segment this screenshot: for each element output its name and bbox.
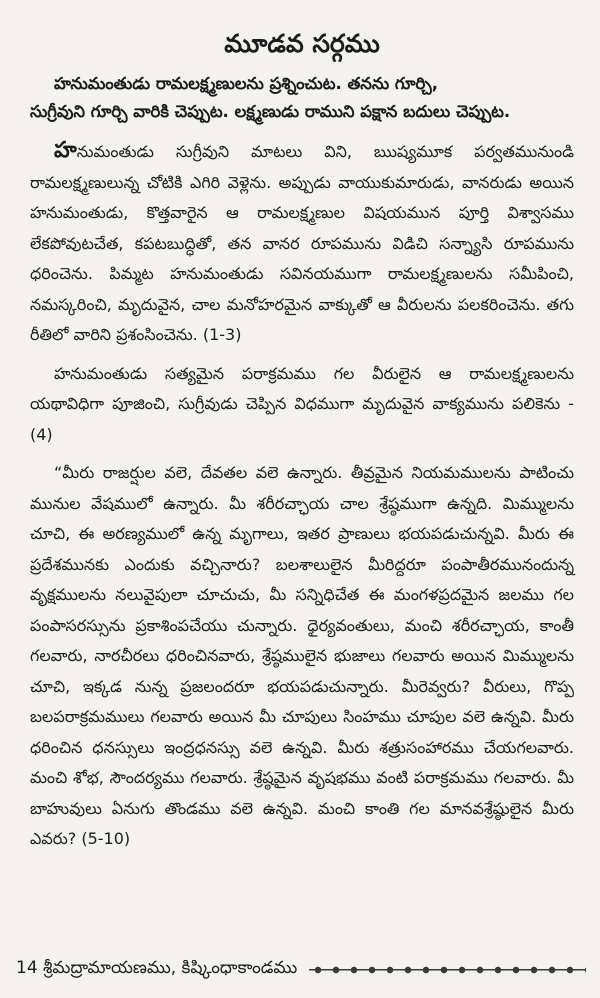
drop-cap: హ [54, 138, 77, 163]
summary-line-2: సుగ్రీవుని గూర్చి వారికి చెప్పుట. లక్ష్మణుడు రాముని పక్షాన బదులు చెప్పుట. [30, 102, 511, 121]
ornament-border-icon [309, 961, 586, 979]
chapter-summary [30, 70, 574, 126]
paragraph-1 [30, 136, 574, 351]
paragraph-2: హనుమంతుడు సత్యమైన పరాక్రమము గల వీరులైన ఆ రామలక్ష్మణులను యథావిధిగా పూజించి, సుగ్రీవుడు చెప్పిన విధముగా మృదువైన వాక్యమును పలికెను - (4) [30, 363, 574, 444]
summary-line-1: హనుమంతుడు రామలక్ష్మణులను ప్రశ్నించుట. తనను గూర్చి, [54, 74, 438, 93]
book-title: శ్రీమద్రామాయణము, కిష్కింధాకాండము [43, 958, 298, 978]
page-number: 14 [16, 958, 38, 978]
paragraph-3: “మీరు రాజర్షుల వలె, దేవతల వలె ఉన్నారు. తీవ్రమైన నియమములను పాటించు మునుల వేషములో ఉన్నారు. మీ శరీరచ్ఛాయ చాల శ్రేష్ఠముగా ఉన్నది. మిమ్ములను చూచి, ఈ అరణ్యములో ఉన్న మృగాలు, ఇతర ప్రాణులు భయపడుచున్నవి. మీరు ఈ ప్రదేశమునకు ఎందుకు వచ్చినారు? బలశాలులైన మీరిద్దరూ పంపాతీరమునందున్న వృక్షములను నలువైపులా చూచుచు, మీ సన్నిధిచేత ఈ మంగళప్రదమైన జలము గల పంపాసరస్సును ప్రకాశింపచేయు చున్నారు. ధైర్యవంతులు, మంచి శరీరచ్ఛాయ, కాంతీ గలవారు, నారచీరలు ధరించినవారు, శ్రేష్ఠములైన భుజాలు గలవారు అయిన మిమ్ములను చూచి, ఇక్కడ నున్న ప్రజలందరూ భయపడుచున్నారు. మీరెవ్వరు? వీరులు, గొప్ప బలపరాక్రమములు గలవారు అయిన మీ చూపులు సింహము చూపుల వలె ఉన్నవి. మీరు ధరించిన ధనస్సులు ఇంద్రధనస్సు వలె ఉన్నవి. మీరు శత్రుసంహారము చేయగలవారు. మంచి శోభ, సౌందర్యము గలవారు. శ్రేష్ఠమైన వృషభము వంటి పరాక్రమము గలవారు. మీ బాహువులు ఏనుగు తొండము వలె ఉన్నవి. మంచి కాంతి గల మానవశ్రేష్ఠులైన మీరు ఎవరు? (5-10) [30, 463, 574, 848]
paragraph-1-text: నుమంతుడు సుగ్రీవుని మాటలు విని, ఋష్యమూక పర్వతమునుండి రామలక్ష్మణులున్న చోటికి ఎగిరి వెళ్లెను. అప్పుడు వాయుకుమారుడు, వానరుడు అయిన హనుమంతుడు, కొత్తవారైన ఆ రామలక్ష్మణుల విషయమున పూర్తి విశ్వాసము లేకపోవుటచేత, కపటబుద్ధితో, తన వానర రూపమును విడిచి సన్న్యాసి రూపమును ధరించెను. పిమ్మట హనుమంతుడు సవినయముగా రామలక్ష్మణులను సమీపించి, నమస్కరించి, మృదువైన, చాల మనోహరమైన వాక్కుతో ఆ వీరులను పలకరించెను. తగు రీతిలో వారిని ప్రశంసించెను. (1-3) [30, 142, 574, 344]
footer-label [0, 958, 297, 982]
page-footer [0, 950, 600, 990]
chapter-title: మూడవ సర్గము [224, 29, 380, 58]
